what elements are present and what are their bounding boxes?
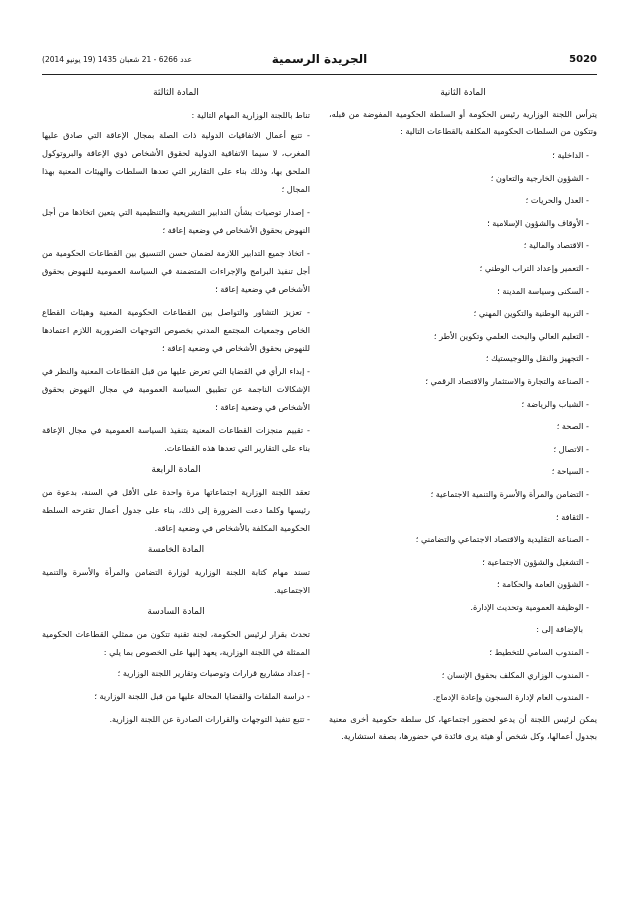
- technical-task-item: - إعداد مشاريع قرارات وتوصيات وتقارير اللجنة الوزارية ؛: [117, 668, 310, 678]
- ministry-list-item: - الداخلية ؛: [552, 150, 589, 160]
- delegates-list: [329, 645, 597, 705]
- page-header: [42, 54, 597, 74]
- ministry-list-item: - الوظيفة العمومية وتحديث الإدارة.: [470, 601, 589, 612]
- left-column: [42, 88, 310, 733]
- ministry-list-item: - التشغيل والشؤون الاجتماعية ؛: [482, 556, 589, 567]
- ministry-list-item: - التعليم العالي والبحث العلمي وتكوين الأطر ؛: [433, 330, 589, 341]
- ministry-list-item: - العدل والحريات ؛: [525, 195, 589, 206]
- ministry-list-item: - الشباب والرياضة ؛: [521, 398, 589, 409]
- article-5-heading: المادة الخامسة: [147, 545, 205, 555]
- addition-label: بالإضافة إلى :: [536, 624, 583, 635]
- article-6-list: [42, 664, 310, 728]
- header-divider: [42, 74, 597, 75]
- article-2-closing: يمكن لرئيس اللجنة أن يدعو لحضور اجتماعها، كل سلطة حكومية أخرى معنية بجدول أعمالها، وكل شخص أو هيئة يرى فائدة في حضورها، بصفة استشارية.: [329, 713, 597, 741]
- ministry-list-item: - الصناعة والتجارة والاستثمار والاقتصاد الرقمي ؛: [425, 375, 589, 386]
- article-5-text: تسند مهام كتابة اللجنة الوزارية لوزارة التضامن والمرأة والأسرة والتنمية الاجتماعية.: [42, 567, 310, 595]
- article-2-heading: المادة الثانية: [440, 88, 486, 98]
- technical-task-item: - دراسة الملفات والقضايا المحالة عليها من قبل اللجنة الوزارية ؛: [94, 691, 310, 701]
- task-list-item: - إبداء الرأي في القضايا التي تعرض عليها من قبل القطاعات المعنية والنظر في الإشكالات الناجمة عن تطبيق السياسة العمومية في مجال النهوض بحقوق الأشخاص في وضعية إعاقة ؛: [42, 366, 310, 412]
- ministry-list-item: - التجهيز والنقل واللوجيستيك ؛: [485, 353, 589, 364]
- task-list-item: - تعزيز التشاور والتواصل بين القطاعات الحكومية المعنية وهيئات القطاع الخاص وجمعيات المجتمع المدني بخصوص التوجهات الضرورية اللازم اعتمادها للنهوض بحقوق الأشخاص في وضعية إعاقة ؛: [42, 307, 310, 353]
- article-3-intro: تناط باللجنة الوزارية المهام التالية :: [191, 110, 310, 120]
- article-2-intro: يترأس اللجنة الوزارية رئيس الحكومة أو السلطة الحكومية المفوضة من قبله، وتتكون من السلطات الحكومية المكلفة بالقطاعات التالية :: [329, 109, 597, 136]
- task-list-item: - إصدار توصيات بشأن التدابير التشريعية والتنظيمية التي يتعين اتخاذها من أجل النهوض بحقوق الأشخاص في وضعية إعاقة ؛: [42, 207, 310, 235]
- right-column: [329, 88, 597, 748]
- ministry-list-item: - الاقتصاد والمالية ؛: [523, 240, 589, 251]
- ministry-list-item: - الصحة ؛: [556, 421, 589, 432]
- article-3-heading: المادة الثالثة: [153, 88, 199, 98]
- delegate-list-item: - المندوب السامي للتخطيط ؛: [489, 647, 589, 658]
- page-number: 5020: [569, 54, 597, 65]
- delegate-list-item: - المندوب العام لإدارة السجون وإعادة الإدماج.: [432, 692, 589, 703]
- delegate-list-item: - المندوب الوزاري المكلف بحقوق الإنسان ؛: [441, 669, 589, 680]
- ministry-list-item: - السكنى وسياسة المدينة ؛: [497, 285, 589, 296]
- task-list-item: - تقييم منجزات القطاعات المعنية بتنفيذ السياسة العمومية في مجال الإعاقة بناء على التقارير التي تعدها هذه القطاعات.: [42, 425, 310, 453]
- article-6-heading: المادة السادسة: [147, 607, 205, 617]
- task-list-item: - اتخاذ جميع التدابير اللازمة لضمان حسن التنسيق بين القطاعات الحكومية من أجل تنفيذ البرامج والإجراءات المتضمنة في السياسة العمومية للنهوض بحقوق الأشخاص في وضعية إعاقة ؛: [42, 248, 310, 294]
- ministry-list-item: - الثقافة ؛: [556, 511, 589, 522]
- ministry-list-item: - الأوقاف والشؤون الإسلامية ؛: [487, 217, 589, 228]
- article-4-heading: المادة الرابعة: [151, 465, 201, 475]
- issue-info: عدد 6266 - 21 شعبان 1435 (19 يونيو 2014): [42, 55, 192, 64]
- ministry-list-item: - السياحة ؛: [551, 466, 589, 477]
- article-6-text: تحدث بقرار لرئيس الحكومة، لجنة تقنية تتكون من ممثلي القطاعات الحكومية الممثلة في اللجنة الوزارية، يعهد إليها على الخصوص بما يلي :: [42, 629, 310, 657]
- ministry-list-item: - التربية الوطنية والتكوين المهني ؛: [473, 308, 589, 319]
- article-3-list: [42, 126, 310, 457]
- ministry-list-item: - التضامن والمرأة والأسرة والتنمية الاجتماعية ؛: [430, 488, 589, 499]
- ministries-list: [329, 148, 597, 614]
- ministry-list-item: - الشؤون الخارجية والتعاون ؛: [490, 172, 589, 183]
- ministry-list-item: - الصناعة التقليدية والاقتصاد الاجتماعي والتضامني ؛: [415, 534, 589, 545]
- technical-task-item: - تتبع تنفيذ التوجهات والقرارات الصادرة عن اللجنة الوزارية.: [109, 714, 310, 724]
- ministry-list-item: - الاتصال ؛: [553, 443, 589, 454]
- ministry-list-item: - الشؤون العامة والحكامة ؛: [496, 579, 589, 590]
- ministry-list-item: - التعمير وإعداد التراب الوطني ؛: [479, 262, 589, 273]
- task-list-item: - تتبع أعمال الاتفاقيات الدولية ذات الصلة بمجال الإعاقة التي صادق عليها المغرب، لا سيما الاتفاقية الدولية لحقوق الأشخاص ذوي الإعاقة والبروتوكول الملحق بها، وذلك بناء على التقارير التي تعدها السلطات والهيئات المعنية بهذا المجال ؛: [42, 130, 310, 194]
- journal-title: الجريدة الرسمية: [271, 52, 368, 66]
- article-4-text: تعقد اللجنة الوزارية اجتماعاتها مرة واحدة على الأقل في السنة، بدعوة من رئيسها وكلما دعت الضرورة إلى ذلك، بناء على جدول أعمال تقترحه السلطة الحكومية المكلفة بالأشخاص في وضعية إعاقة.: [42, 487, 310, 533]
